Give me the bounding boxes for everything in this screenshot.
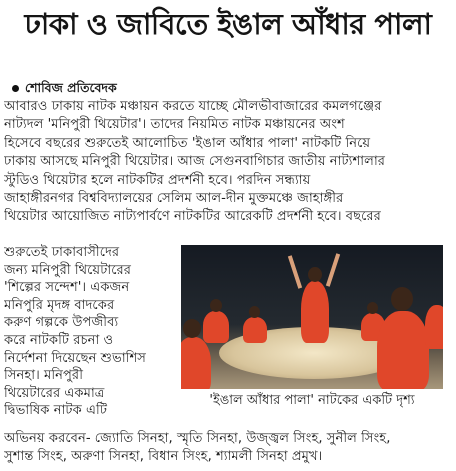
central-performer xyxy=(301,281,329,343)
column-line: দ্বিভাষিক নাটক এটি xyxy=(4,403,108,419)
paragraph-line: নাট্যদল 'মনিপুরী থিয়েটার'। তাদের নিয়মিত নাটক মঞ্চায়নের অংশ xyxy=(4,117,345,133)
paragraph-line: হিসেবে বছরের শুরুতেই আলোচিত 'ইঙাল আঁধার পালা' নাটকটি নিয়ে xyxy=(4,135,371,151)
column-line: নির্দেশনা দিয়েছেন শুভাশিস xyxy=(4,350,146,366)
foreground-performer xyxy=(377,311,429,389)
performer-head xyxy=(210,299,222,312)
paragraph-line: ঢাকায় আসছে মনিপুরী থিয়েটার। আজ সেগুনবাগিচার জাতীয় নাট্যশালার xyxy=(4,154,386,170)
cast-line: সুশান্ত সিংহ, অরুণা সিনহা, বিধান সিংহ, শ্যামলী সিনহা প্রমুখ। xyxy=(4,449,323,465)
raised-arm xyxy=(288,255,302,289)
cast-line: অভিনয় করবেন- জ্যোতি সিনহা, স্মৃতি সিনহা, উজ্জ্বল সিংহ, সুনীল সিংহ, xyxy=(4,431,391,446)
seated-performer xyxy=(203,311,229,343)
seated-performer xyxy=(425,305,443,349)
article-headline: ঢাকা ও জাবিতে ইঙাল আঁধার পালা xyxy=(24,7,432,41)
byline xyxy=(12,80,117,96)
column-line: শুরুতেই ঢাকাবাসীদের xyxy=(4,245,120,260)
performer-head xyxy=(367,302,378,314)
stage-photo xyxy=(181,245,443,389)
column-line: মনিপুরি মৃদঙ্গ বাদকের xyxy=(4,297,115,313)
foreground-performer xyxy=(181,337,211,389)
performer-head xyxy=(183,319,201,338)
paragraph-line: স্টুডিও থিয়েটার হলে নাটকটির প্রদর্শনী হবে। পরদিন সন্ধ্যায় xyxy=(4,172,311,188)
column-line: জন্য মনিপুরী থিয়েটারের xyxy=(4,262,132,278)
byline-text: শোবিজ প্রতিবেদক xyxy=(25,80,117,95)
column-line: করুণ গল্পকে উপজীব্য xyxy=(4,315,119,331)
column-line: থিয়েটারের একমাত্র xyxy=(4,385,105,401)
column-line: করে নাটকটি রচনা ও xyxy=(4,332,114,348)
column-line: 'শিল্পের সন্দেশ'। একজন xyxy=(4,280,130,296)
photo-caption: 'ইঙাল আঁধার পালা' নাটকের একটি দৃশ্য xyxy=(209,393,415,408)
column-line: সিনহা। মনিপুরী xyxy=(4,368,83,384)
cast-list xyxy=(4,430,448,467)
performer-head xyxy=(308,267,322,282)
article-paragraph xyxy=(4,98,448,227)
bullet-icon xyxy=(12,85,19,92)
raised-arm xyxy=(326,253,340,287)
article-column-text xyxy=(4,244,182,420)
paragraph-line: আবারও ঢাকায় নাটক মঞ্চায়ন করতে যাচ্ছে মৌলভীবাজারের কমলগঞ্জের xyxy=(4,99,382,114)
performer-head xyxy=(249,306,260,318)
performer-head xyxy=(391,287,413,311)
seated-performer xyxy=(243,317,267,343)
paragraph-line: থিয়েটার আয়োজিত নাট্যপার্বণে নাটকটির আরেকটি প্রদর্শনী হবে। বছরের xyxy=(4,209,381,225)
paragraph-line: জাহাঙ্গীরনগর বিশ্ববিদ্যালয়ের সেলিম আল-দীন মুক্তমঞ্চে জাহাঙ্গীর xyxy=(4,190,344,206)
